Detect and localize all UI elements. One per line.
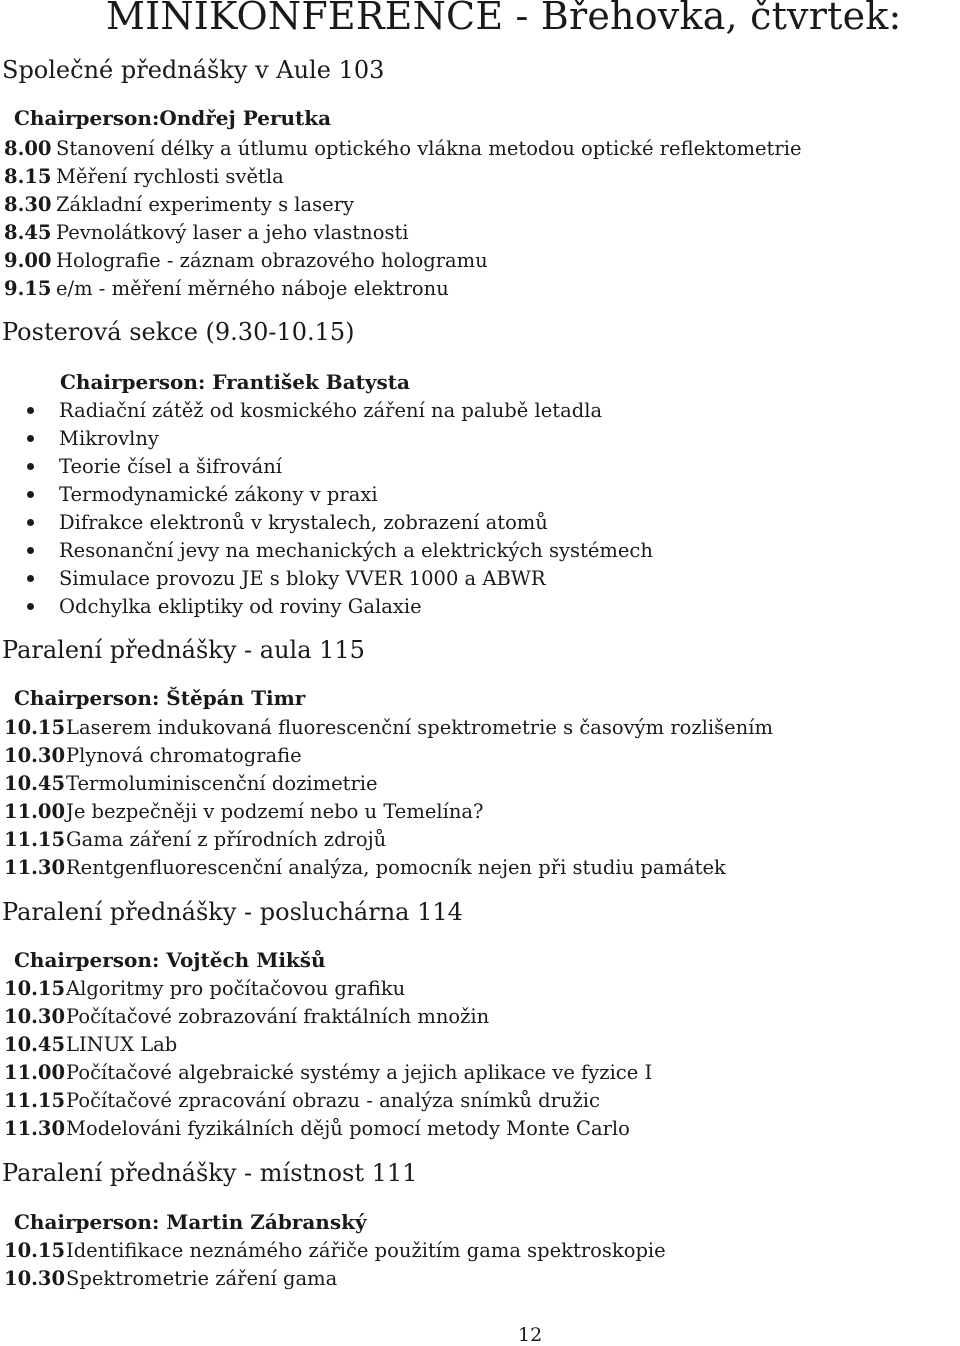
item-time: 11.00 (4, 1061, 66, 1084)
item-time: 10.15 (4, 716, 66, 739)
item-title: Algoritmy pro počítačovou grafiku (66, 977, 406, 1000)
schedule-list-posluchárna-114 (4, 975, 652, 1143)
list-item (0, 509, 653, 537)
list-item (4, 1237, 666, 1265)
item-time: 9.00 (4, 249, 52, 272)
item-time: 8.30 (4, 193, 52, 216)
item-title: Stanovení délky a útlumu optického vlákna metodou optické reflektometrie (56, 137, 802, 160)
item-title: Identifikace neznámého zářiče použitím gama spektroskopie (66, 1239, 666, 1262)
poster-title: Termodynamické zákony v praxi (59, 483, 378, 506)
poster-title: Difrakce elektronů v krystalech, zobrazení atomů (59, 511, 548, 534)
chairperson-poster: Chairperson: František Batysta (60, 370, 410, 394)
chairperson-aula-103: Chairperson:Ondřej Perutka (14, 106, 332, 130)
item-title: Laserem indukovaná fluorescenční spektrometrie s časovým rozlišením (66, 716, 773, 739)
schedule-list-místnost-111 (4, 1237, 666, 1293)
list-item (0, 481, 653, 509)
list-item (0, 565, 653, 593)
item-title: Počítačové zpracování obrazu - analýza snímků družic (66, 1089, 600, 1112)
item-title: Modelováni fyzikálních dějů pomocí metody Monte Carlo (66, 1117, 630, 1140)
item-title: Je bezpečněji v podzemí nebo u Temelína? (66, 800, 484, 823)
item-title: e/m - měření měrného náboje elektronu (56, 277, 449, 300)
item-time: 10.30 (4, 1005, 66, 1028)
list-item (0, 537, 653, 565)
item-time: 11.30 (4, 1117, 66, 1140)
list-item (4, 1115, 652, 1143)
item-title: Gama záření z přírodních zdrojů (66, 828, 387, 851)
list-item (4, 1265, 666, 1293)
poster-title: Radiační zátěž od kosmického záření na palubě letadla (59, 399, 603, 422)
list-item (4, 770, 773, 798)
list-item (4, 219, 802, 247)
bullet-icon (27, 463, 34, 470)
item-time: 10.30 (4, 744, 66, 767)
schedule-list-aula-115 (4, 714, 773, 882)
item-time: 8.00 (4, 137, 52, 160)
item-title: Holografie - záznam obrazového hologramu (56, 249, 488, 272)
poster-title: Resonanční jevy na mechanických a elektrických systémech (59, 539, 653, 562)
poster-title: Simulace provozu JE s bloky VVER 1000 a ABWR (59, 567, 546, 590)
poster-title: Mikrovlny (59, 427, 159, 450)
item-title: Měření rychlosti světla (56, 165, 284, 188)
list-item (4, 826, 773, 854)
bullet-icon (27, 575, 34, 582)
item-time: 10.45 (4, 1033, 66, 1056)
list-item (4, 1087, 652, 1115)
item-time: 11.15 (4, 1089, 66, 1112)
section-heading-aula-115: Paralení přednášky - aula 115 (2, 636, 365, 664)
list-item (0, 425, 653, 453)
item-time: 9.15 (4, 277, 52, 300)
list-item (0, 453, 653, 481)
item-time: 11.00 (4, 800, 66, 823)
list-item (4, 1031, 652, 1059)
page-title: MINIKONFERENCE - Břehovka, čtvrtek: (106, 0, 902, 38)
bullet-icon (27, 519, 34, 526)
list-item (4, 798, 773, 826)
bullet-icon (27, 435, 34, 442)
page-number: 12 (518, 1324, 543, 1346)
chairperson-aula-115: Chairperson: Štěpán Timr (14, 686, 306, 710)
poster-title: Odchylka ekliptiky od roviny Galaxie (59, 595, 422, 618)
schedule-list-aula-103 (4, 135, 802, 303)
list-item (4, 1059, 652, 1087)
poster-title: Teorie čísel a šifrování (59, 455, 282, 478)
section-heading-posluchárna-114: Paralení přednášky - posluchárna 114 (2, 898, 463, 926)
section-heading-místnost-111: Paralení přednášky - místnost 111 (2, 1159, 418, 1187)
list-item (4, 854, 773, 882)
list-item (4, 247, 802, 275)
list-item (4, 163, 802, 191)
item-title: Počítačové algebraické systémy a jejich aplikace ve fyzice I (66, 1061, 653, 1084)
list-item (4, 1003, 652, 1031)
item-title: Spektrometrie záření gama (66, 1267, 338, 1290)
list-item (4, 275, 802, 303)
poster-list (0, 397, 653, 621)
list-item (4, 135, 802, 163)
bullet-icon (27, 491, 34, 498)
bullet-icon (27, 603, 34, 610)
item-title: LINUX Lab (66, 1033, 178, 1056)
item-time: 10.30 (4, 1267, 66, 1290)
bullet-icon (27, 547, 34, 554)
list-item (4, 975, 652, 1003)
item-title: Pevnolátkový laser a jeho vlastnosti (56, 221, 409, 244)
item-title: Základní experimenty s lasery (56, 193, 355, 216)
list-item (0, 397, 653, 425)
list-item (4, 191, 802, 219)
section-heading-poster: Posterová sekce (9.30-10.15) (2, 318, 355, 346)
bullet-icon (27, 407, 34, 414)
item-title: Počítačové zobrazování fraktálních množin (66, 1005, 490, 1028)
item-time: 10.45 (4, 772, 66, 795)
item-title: Plynová chromatografie (66, 744, 302, 767)
chairperson-místnost-111: Chairperson: Martin Zábranský (14, 1210, 367, 1234)
section-heading-aula-103: Společné přednášky v Aule 103 (2, 56, 385, 84)
item-time: 8.15 (4, 165, 52, 188)
chairperson-posluchárna-114: Chairperson: Vojtěch Mikšů (14, 948, 326, 972)
list-item (4, 714, 773, 742)
list-item (0, 593, 653, 621)
item-time: 8.45 (4, 221, 52, 244)
item-time: 11.30 (4, 856, 66, 879)
item-time: 11.15 (4, 828, 66, 851)
item-title: Rentgenfluorescenční analýza, pomocník nejen při studiu památek (66, 856, 726, 879)
item-title: Termoluminiscenční dozimetrie (66, 772, 378, 795)
item-time: 10.15 (4, 1239, 66, 1262)
item-time: 10.15 (4, 977, 66, 1000)
list-item (4, 742, 773, 770)
